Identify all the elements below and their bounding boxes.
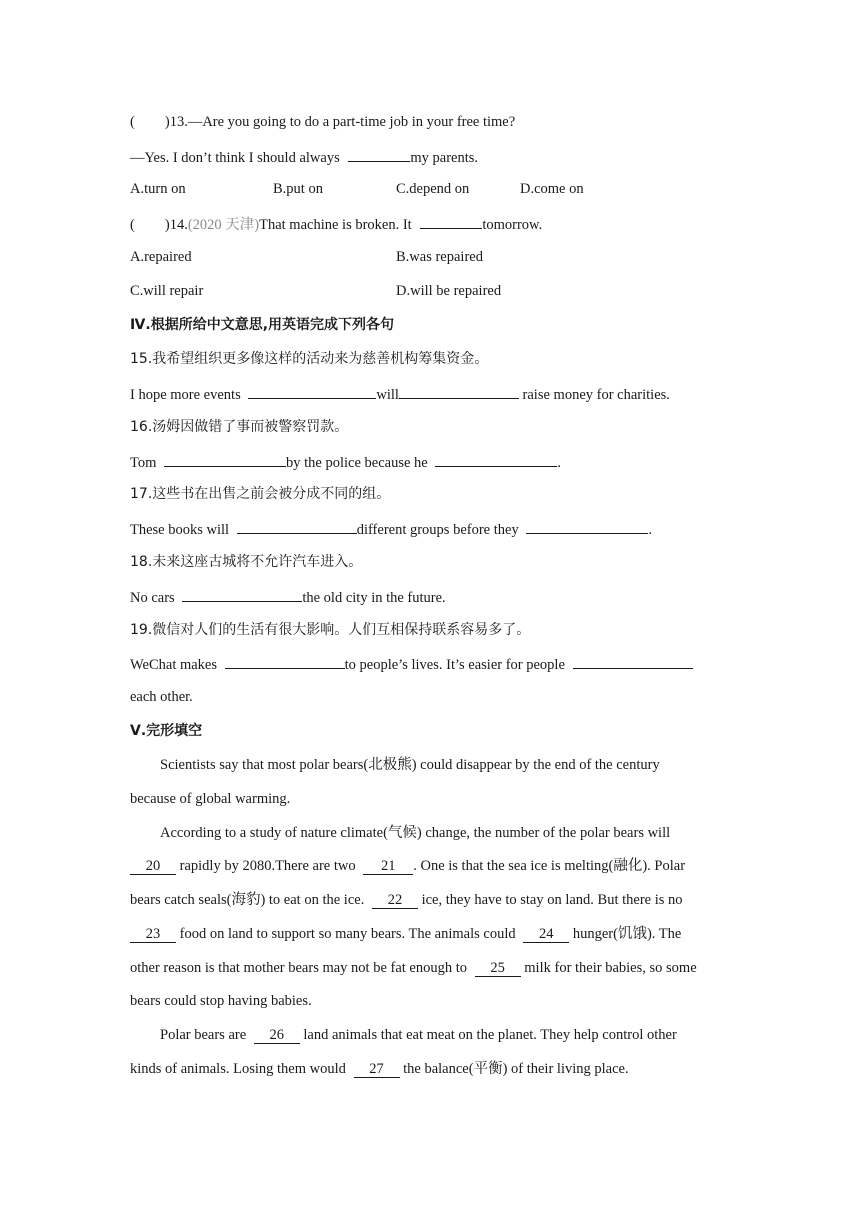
option-b[interactable]: B.put on [273, 181, 323, 197]
blank-line[interactable] [526, 519, 648, 534]
question-19-english [130, 654, 693, 674]
question-14-text: That machine is broken. It [259, 217, 412, 233]
passage-text: food on land to support so many bears. The animals could [179, 926, 516, 942]
answer-paren-close: ) [164, 114, 170, 130]
passage-text: . One is that the sea ice is melting(融化). Polar [413, 858, 686, 874]
cloze-blank-26[interactable]: 26 [254, 1028, 300, 1044]
passage-text: ice, they have to stay on land. But there is no [421, 892, 683, 908]
passage-line [160, 1026, 677, 1044]
passage-text: rapidly by 2080.There are two [179, 858, 356, 874]
question-13-text: 13.—Are you going to do a part-time job in your free time? [169, 114, 516, 130]
passage-text: bears catch seals(海豹) to eat on the ice. [130, 892, 365, 908]
passage-text: kinds of animals. Losing them would [130, 1061, 346, 1077]
blank-line[interactable] [248, 384, 376, 399]
option-a[interactable]: A.repaired [130, 249, 192, 265]
sentence-part: . [648, 522, 652, 538]
sentence-part: raise money for charities. [522, 387, 670, 403]
cloze-blank-24[interactable]: 24 [523, 927, 569, 943]
passage-line [130, 1060, 629, 1078]
blank-line[interactable] [399, 384, 519, 399]
answer-paren-open: ( [130, 217, 135, 233]
cloze-blank-25[interactable]: 25 [475, 961, 521, 977]
question-13-stem [130, 113, 515, 131]
option-d[interactable]: D.come on [520, 181, 584, 197]
passage-line [130, 959, 697, 977]
cloze-blank-21[interactable]: 21 [363, 859, 413, 875]
blank-line[interactable] [237, 519, 357, 534]
passage-line: According to a study of nature climate(气候) change, the number of the polar bears will [160, 825, 671, 841]
blank-line[interactable] [225, 654, 345, 669]
sentence-part: Tom [130, 455, 157, 471]
passage-line: bears could stop having babies. [130, 993, 312, 1009]
question-13-reply [130, 147, 478, 167]
passage-text: the balance(平衡) of their living place. [403, 1061, 629, 1077]
passage-line: Scientists say that most polar bears(北极熊) could disappear by the end of the century [160, 757, 660, 773]
question-14-stem [130, 214, 542, 234]
question-18-chinese: 18.未来这座古城将不允许汽车进入。 [130, 554, 363, 570]
blank-line[interactable] [348, 147, 410, 162]
cloze-blank-22[interactable]: 22 [372, 893, 418, 909]
sentence-part: No cars [130, 590, 175, 606]
option-c[interactable]: C.depend on [396, 181, 470, 197]
blank-line[interactable] [182, 587, 302, 602]
question-17-english [130, 519, 652, 539]
option-c[interactable]: C.will repair [130, 283, 204, 299]
sentence-part: I hope more events [130, 387, 241, 403]
blank-line[interactable] [164, 452, 286, 467]
section-5-heading: Ⅴ.完形填空 [130, 723, 203, 739]
reply-text: —Yes. I don’t think I should always [130, 150, 340, 166]
question-16-english [130, 452, 561, 472]
sentence-part: the old city in the future. [302, 590, 446, 606]
option-a[interactable]: A.turn on [130, 181, 186, 197]
passage-text: other reason is that mother bears may not be fat enough to [130, 960, 468, 976]
passage-line: because of global warming. [130, 791, 291, 807]
option-b[interactable]: B.was repaired [396, 249, 483, 265]
question-14-text-end: tomorrow. [482, 217, 543, 233]
sentence-part: by the police because he [286, 455, 428, 471]
sentence-part: . [557, 455, 561, 471]
sentence-part: to people’s lives. It’s easier for people [344, 657, 565, 673]
option-d[interactable]: D.will be repaired [396, 283, 502, 299]
passage-line [130, 857, 685, 875]
blank-line[interactable] [420, 214, 482, 229]
passage-text: hunger(饥饿). The [572, 926, 682, 942]
sentence-part: different groups before they [356, 522, 519, 538]
section-4-heading: Ⅳ.根据所给中文意思,用英语完成下列各句 [130, 317, 395, 333]
answer-paren-open: ( [130, 114, 135, 130]
passage-text: Polar bears are [160, 1027, 247, 1043]
passage-text: land animals that eat meat on the planet. They help control other [303, 1027, 677, 1043]
cloze-blank-23[interactable]: 23 [130, 927, 176, 943]
question-15-english [130, 384, 670, 404]
cloze-blank-20[interactable]: 20 [130, 859, 176, 875]
sentence-part: will [376, 387, 399, 403]
question-15-chinese: 15.我希望组织更多像这样的活动来为慈善机构筹集资金。 [130, 351, 489, 367]
blank-line[interactable] [435, 452, 557, 467]
question-18-english [130, 587, 446, 607]
blank-line[interactable] [573, 654, 693, 669]
answer-paren-close: ) [164, 217, 170, 233]
question-source: (2020 天津) [187, 217, 260, 233]
cloze-blank-27[interactable]: 27 [354, 1062, 400, 1078]
reply-text-end: my parents. [410, 150, 479, 166]
question-19-english-cont: each other. [130, 689, 193, 705]
sentence-part: These books will [130, 522, 230, 538]
passage-line [130, 925, 681, 943]
question-19-chinese: 19.微信对人们的生活有很大影响。人们互相保持联系容易多了。 [130, 622, 531, 638]
question-number: 14. [169, 217, 188, 233]
question-16-chinese: 16.汤姆因做错了事而被警察罚款。 [130, 419, 349, 435]
passage-text: milk for their babies, so some [524, 960, 697, 976]
question-17-chinese: 17.这些书在出售之前会被分成不同的组。 [130, 486, 391, 502]
passage-line [130, 891, 683, 909]
sentence-part: WeChat makes [130, 657, 218, 673]
